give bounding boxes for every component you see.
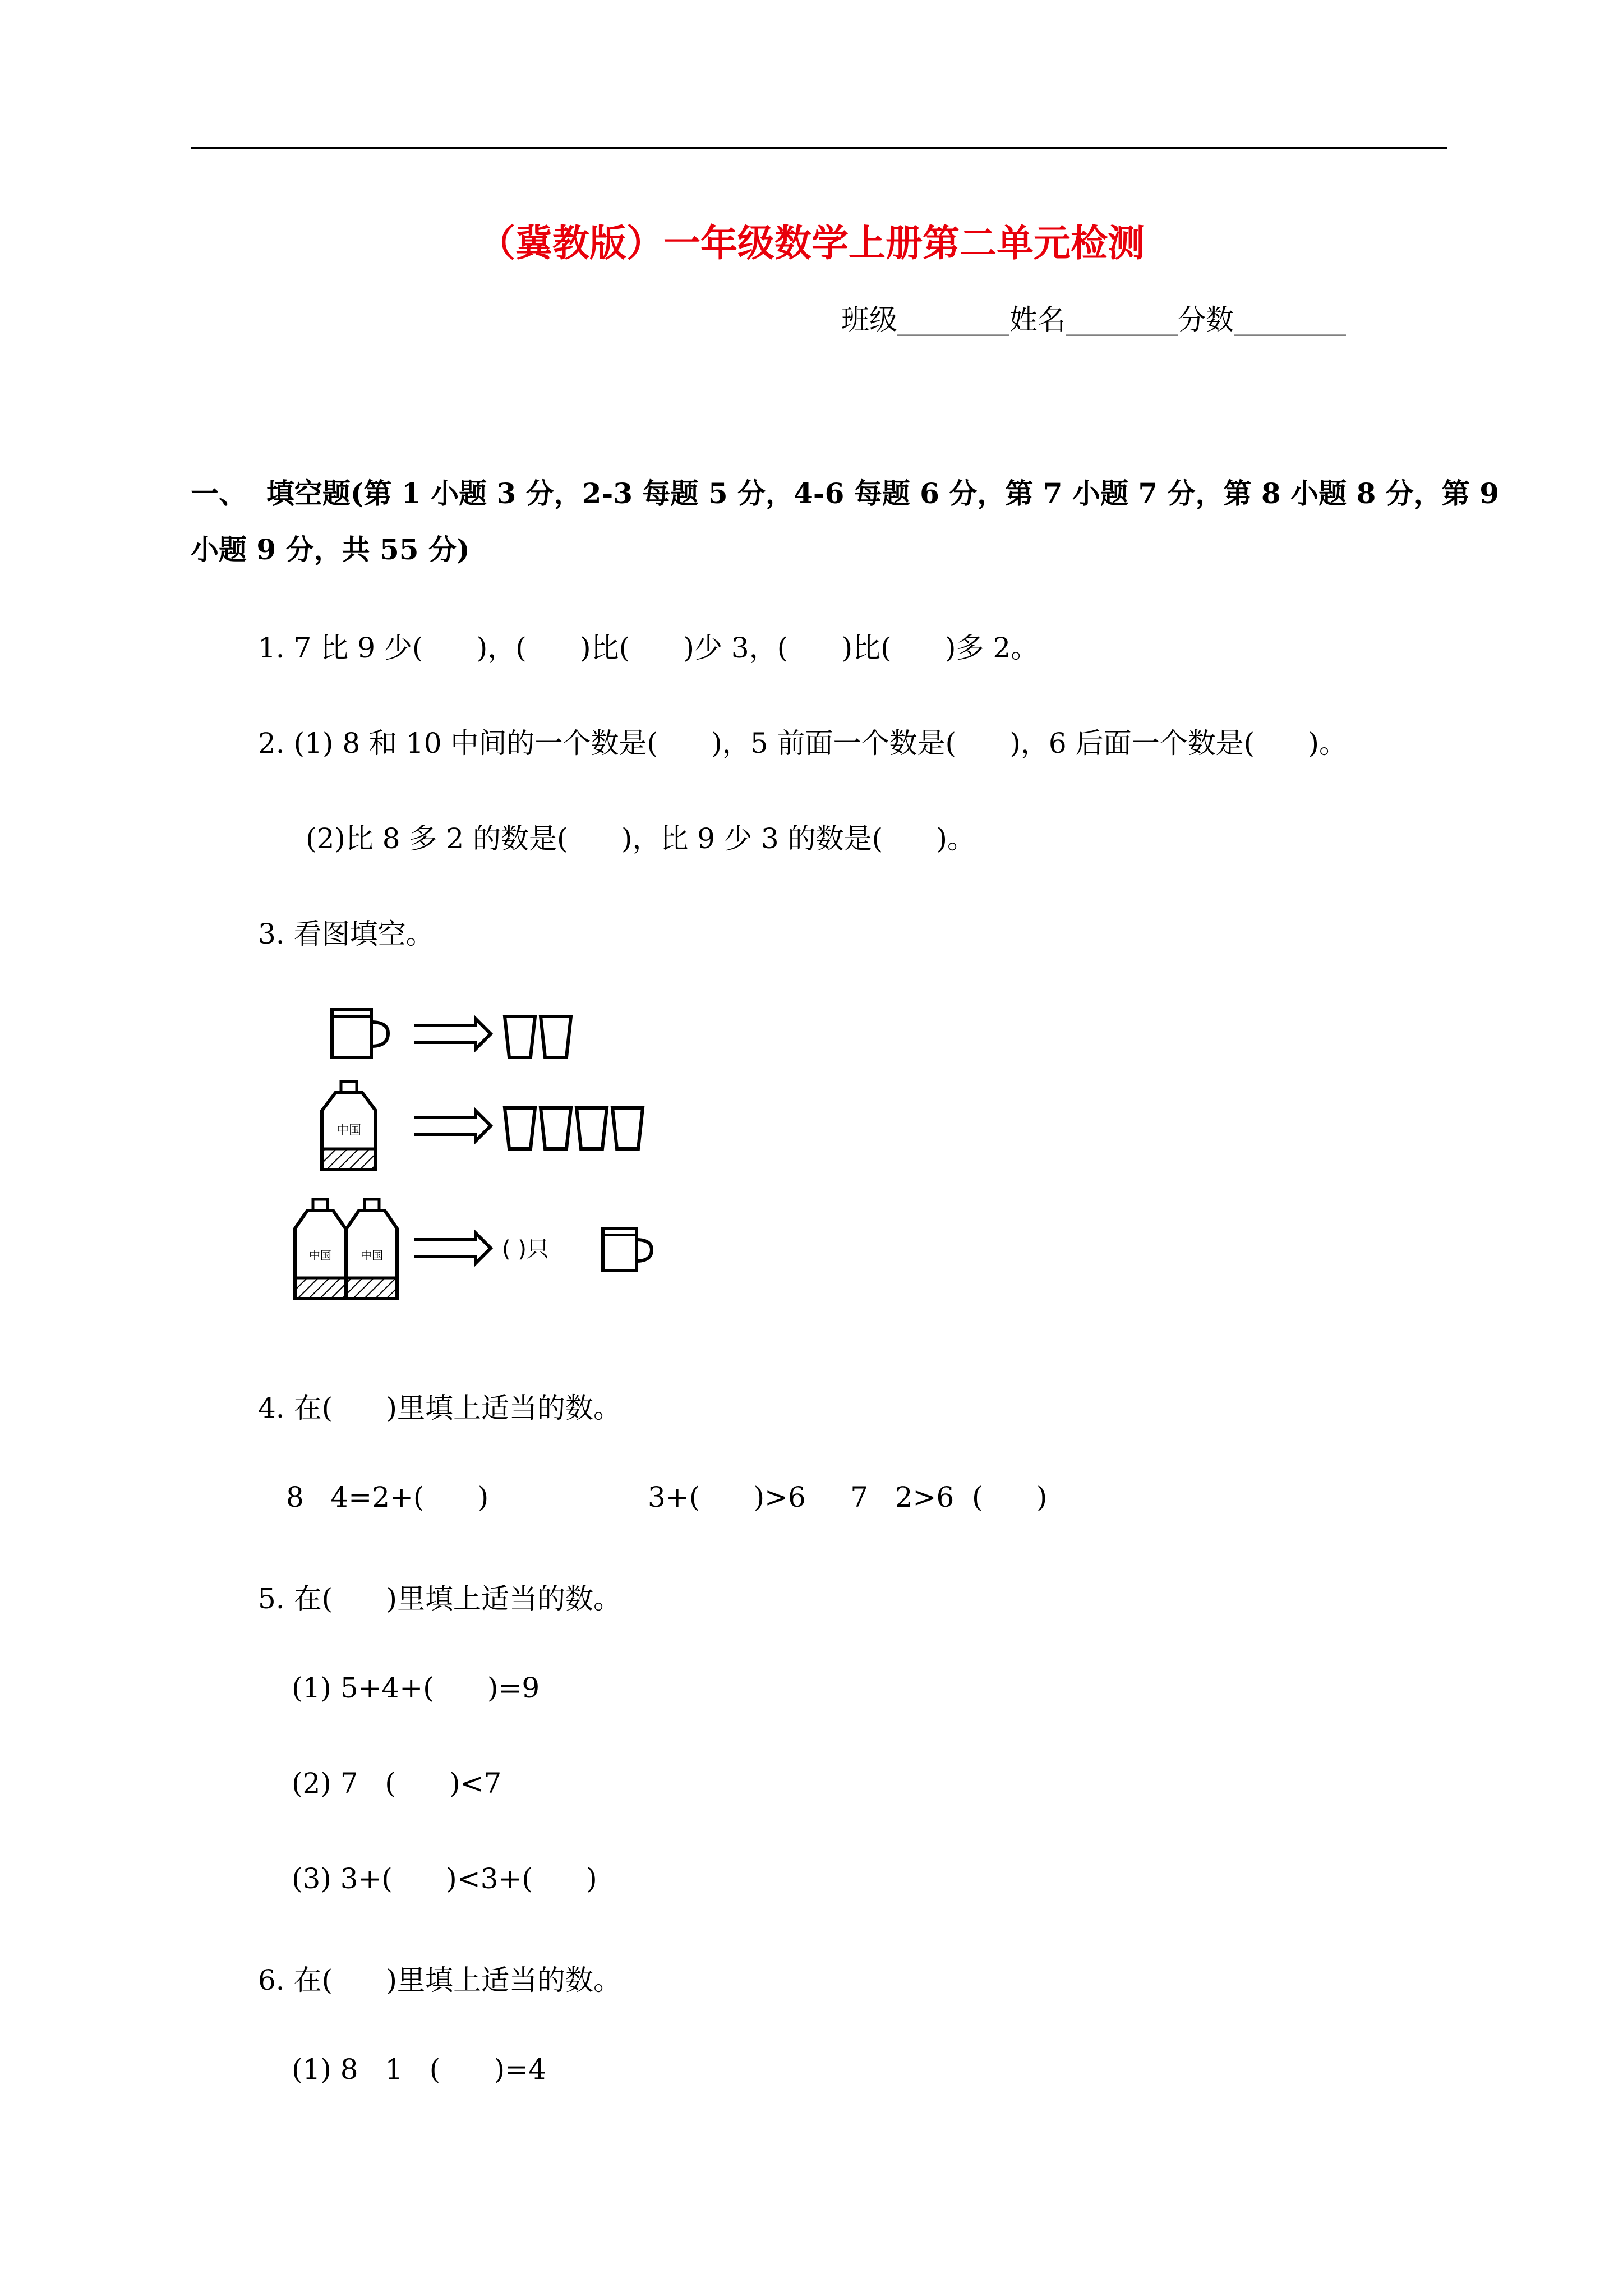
question-5-part-3: (3) 3+( )<3+( ) — [292, 1862, 597, 1895]
mug-icon — [603, 1228, 652, 1271]
cups-four-icon — [505, 1108, 643, 1149]
section-heading-line1: 一、 填空题(第 1 小题 3 分，2-3 每题 5 分，4-6 每题 6 分，第 7 小题 7 分，第 8 小题 8 分，第 9 — [191, 477, 1499, 510]
bottle-label: 中国 — [336, 1124, 362, 1138]
question-2-part-2: (2)比 8 多 2 的数是( )，比 9 少 3 的数是( )。 — [306, 822, 975, 855]
question-5-part-2: (2) 7 ( )<7 — [292, 1767, 502, 1800]
question-6: 6. 在( )里填上适当的数。 — [258, 1964, 621, 1996]
arrow-icon — [414, 1111, 491, 1141]
student-info-line: 班级________姓名________分数________ — [841, 303, 1346, 336]
arrow-icon — [414, 1233, 491, 1263]
question-5-part-1: (1) 5+4+( )=9 — [292, 1672, 540, 1704]
page-title: （冀教版）一年级数学上册第二单元检测 — [478, 221, 1145, 265]
question-4-expression-a: 8 4=2+( ) — [286, 1481, 489, 1513]
question-3-blank: ( )只 — [502, 1236, 549, 1262]
question-4-expression-b: 3+( )>6 7 2>6 ( ) — [648, 1481, 1048, 1513]
question-2-part-1: 2. (1) 8 和 10 中间的一个数是( )，5 前面一个数是( )，6 后面一个数是( )。 — [258, 727, 1347, 760]
bottle-label: 中国 — [361, 1249, 383, 1262]
question-4: 4. 在( )里填上适当的数。 — [258, 1392, 621, 1424]
question-3: 3. 看图填空。 — [258, 918, 434, 950]
header-rule — [191, 147, 1447, 149]
cups-two-icon — [505, 1016, 571, 1057]
mug-icon — [332, 1010, 388, 1057]
bottle-icon — [295, 1199, 345, 1299]
question-1: 1. 7 比 9 少( )，( )比( )少 3，( )比( )多 2。 — [258, 632, 1039, 664]
bottle-label: 中国 — [309, 1249, 331, 1262]
question-5: 5. 在( )里填上适当的数。 — [258, 1582, 621, 1615]
question-6-part-1: (1) 8 1 ( )=4 — [292, 2053, 546, 2086]
bottle-icon — [347, 1199, 397, 1299]
bottle-icon — [322, 1082, 376, 1170]
section-heading-line2: 小题 9 分，共 55 分) — [191, 533, 470, 566]
question-3-figure — [280, 993, 684, 1313]
arrow-icon — [414, 1019, 491, 1049]
